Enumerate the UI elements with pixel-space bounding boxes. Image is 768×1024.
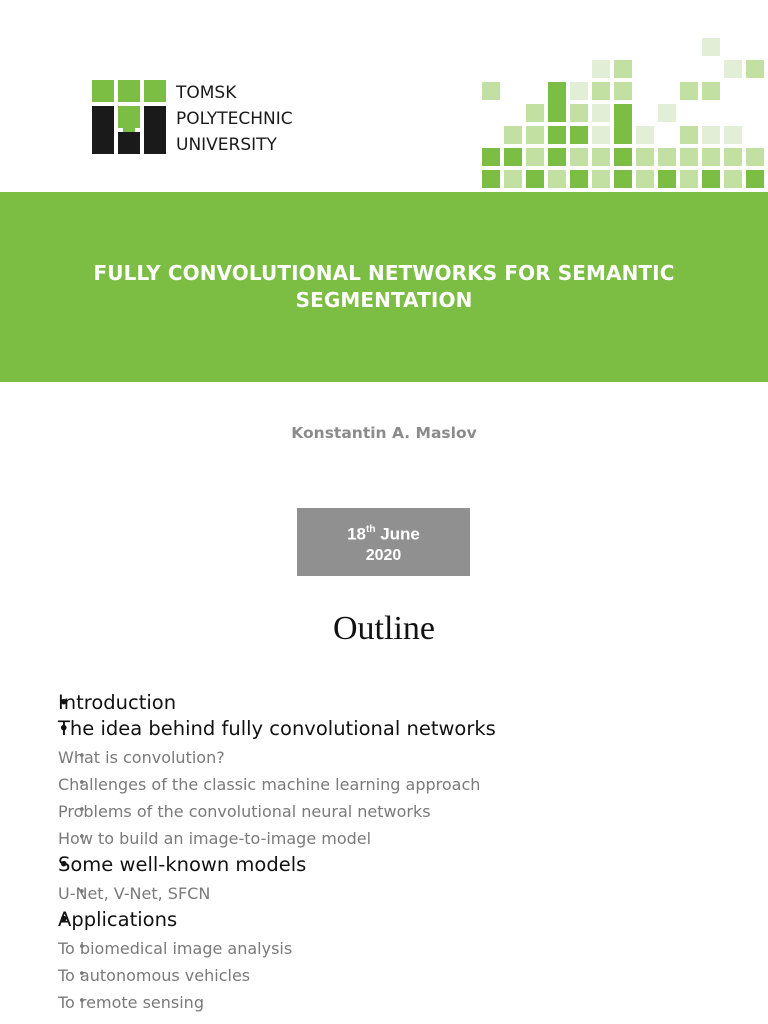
outline-sublist <box>58 880 758 907</box>
outline-item <box>58 716 758 852</box>
date-day-month <box>297 520 470 546</box>
title-line2: SEGMENTATION <box>295 288 473 312</box>
outline-heading: Outline <box>333 610 435 647</box>
decorative-square-pattern <box>420 20 768 192</box>
date-day: 18 <box>347 524 367 544</box>
outline-subitem: • Challenges of the classic machine learning approach <box>58 771 758 798</box>
outline-item-label: Introduction <box>58 691 177 714</box>
outline-subitem: • To biomedical image analysis <box>58 935 758 962</box>
title-band <box>0 192 768 382</box>
outline-item-label: The idea behind fully convolutional networks <box>58 717 496 740</box>
date-badge <box>297 508 470 576</box>
outline-sublist <box>58 935 758 1016</box>
outline-item <box>58 690 758 716</box>
outline-subitem: • To autonomous vehicles <box>58 962 758 989</box>
university-name-line2: POLYTECHNIC <box>176 109 293 129</box>
date-month: June <box>380 524 420 544</box>
university-name-line3: UNIVERSITY <box>176 135 277 155</box>
outline-subitem: • What is convolution? <box>58 744 758 771</box>
outline-subitem: • U-Net, V-Net, SFCN <box>58 880 758 907</box>
title-line1: FULLY CONVOLUTIONAL NETWORKS FOR SEMANTIC <box>93 261 675 285</box>
outline-item <box>58 907 758 1016</box>
outline-sublist <box>58 744 758 852</box>
outline-subitem: • To remote sensing <box>58 989 758 1016</box>
university-name-line1: TOMSK <box>176 83 237 103</box>
outline-subitem: • How to build an image-to-image model <box>58 825 758 852</box>
date-day-suffix: th <box>366 524 376 535</box>
tpu-logo-mark <box>92 80 166 154</box>
date-year: 2020 <box>365 546 402 564</box>
outline-item <box>58 852 758 907</box>
presentation-title <box>64 260 704 314</box>
outline-item-label: Applications <box>58 908 178 931</box>
outline-list <box>58 690 758 1016</box>
university-name <box>176 80 376 158</box>
author-name: Konstantin A. Maslov <box>291 424 477 442</box>
outline-subitem: • Problems of the convolutional neural networks <box>58 798 758 825</box>
outline-item-label: Some well-known models <box>58 853 307 876</box>
slide-header <box>0 0 768 192</box>
